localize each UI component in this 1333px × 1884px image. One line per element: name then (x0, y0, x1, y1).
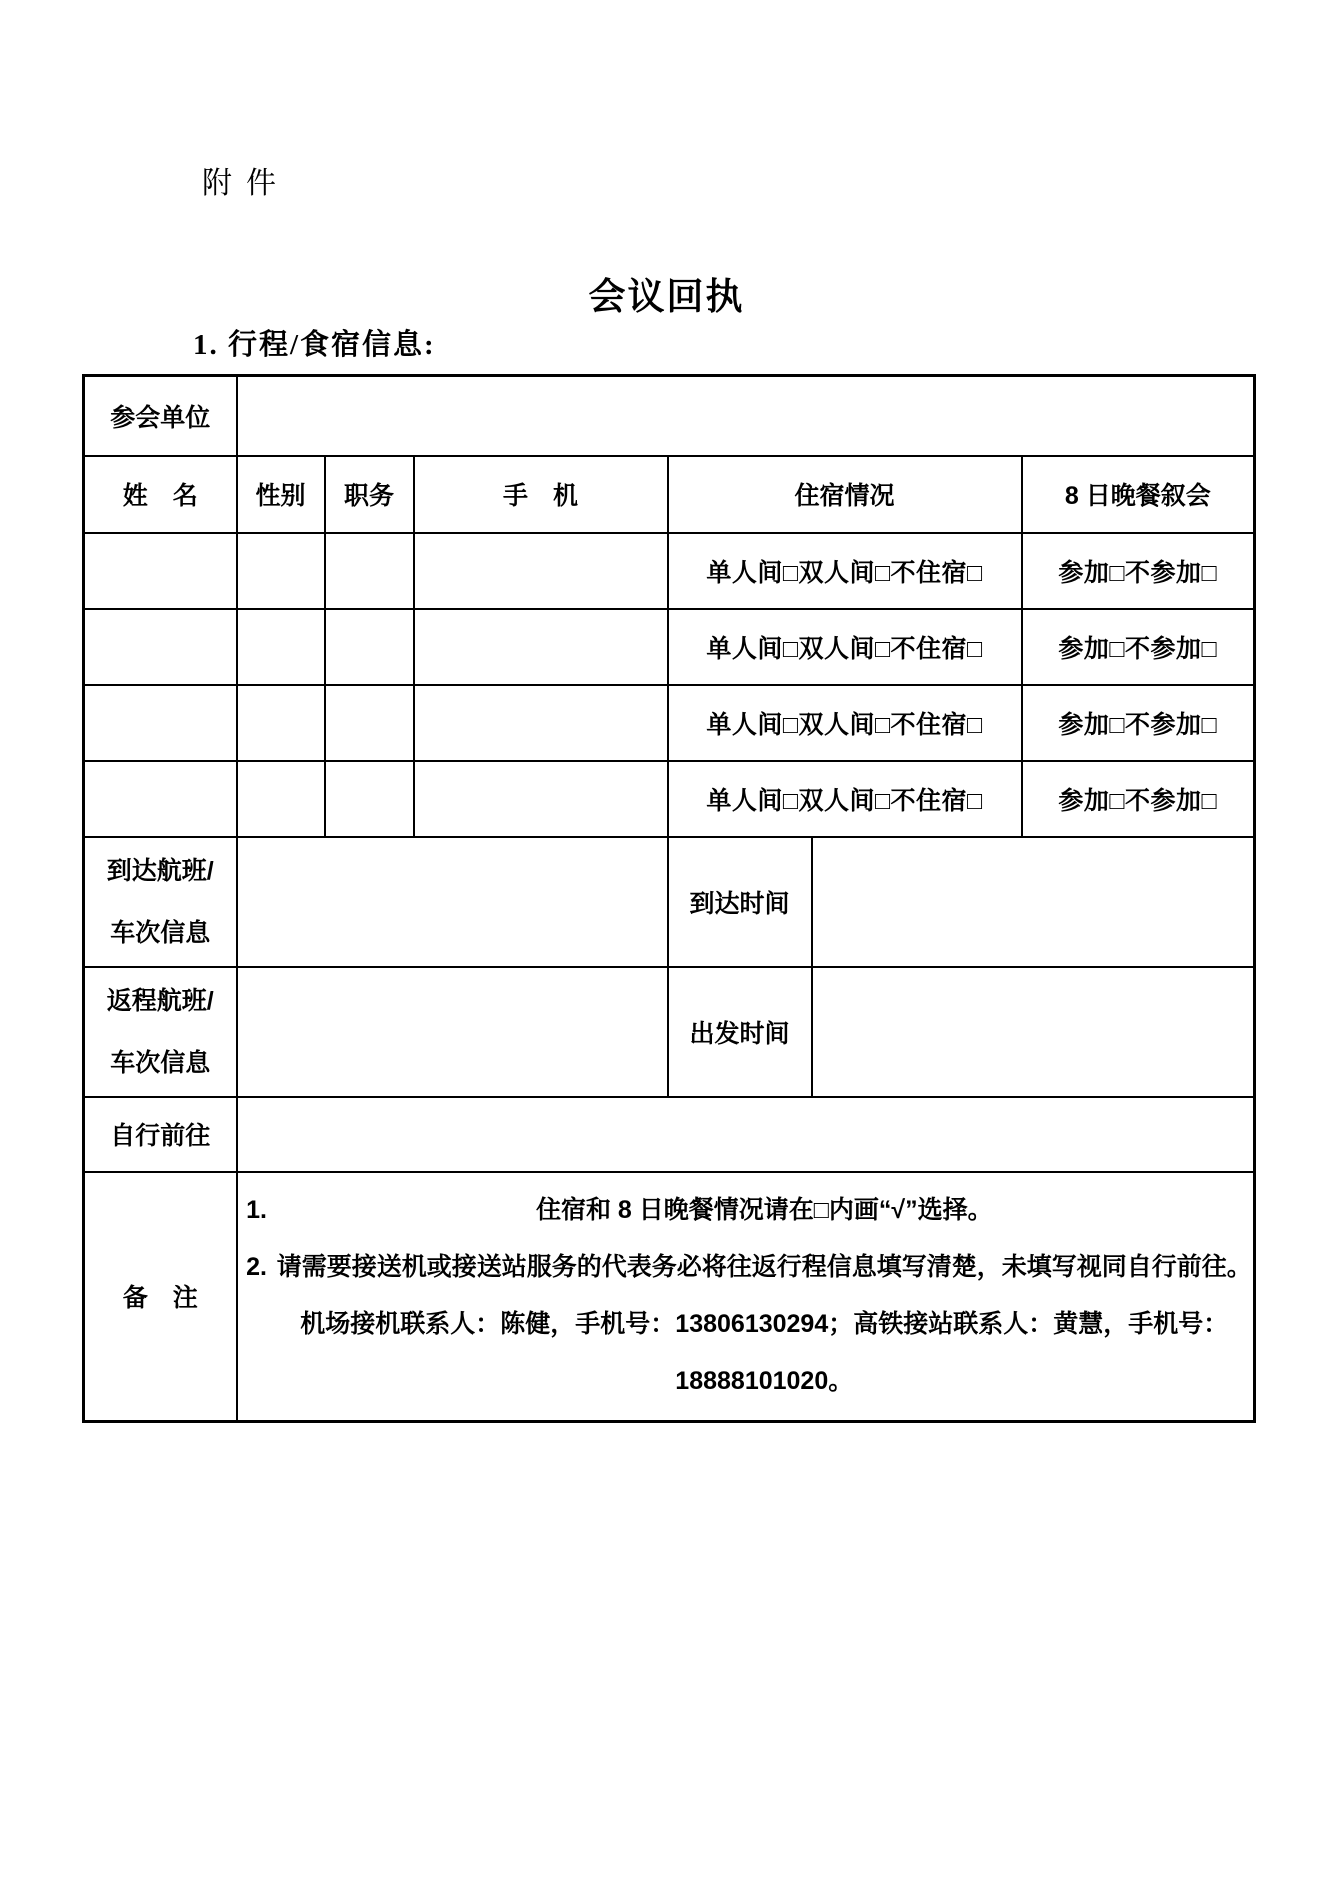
arrival-flight-input-cell[interactable] (237, 837, 668, 967)
accommodation-options[interactable]: 单人间□双人间□不住宿□ (668, 685, 1022, 761)
departure-time-label: 出发时间 (668, 967, 812, 1097)
position-input-cell[interactable] (325, 533, 414, 609)
position-input-cell[interactable] (325, 609, 414, 685)
attendee-row (84, 685, 1255, 761)
remarks-note-2 (238, 1239, 1254, 1410)
gender-input-cell[interactable] (237, 685, 325, 761)
table-row (84, 376, 1255, 456)
col-header-position: 职务 (325, 456, 414, 533)
return-label (84, 967, 237, 1097)
mobile-input-cell[interactable] (414, 761, 668, 837)
remarks-note-1 (238, 1182, 1254, 1239)
unit-input-cell[interactable] (237, 376, 1255, 456)
col-header-mobile: 手 机 (414, 456, 668, 533)
arrival-label (84, 837, 237, 967)
remarks-label: 备 注 (84, 1172, 237, 1422)
arrival-label-line1: 到达航班/ (106, 856, 214, 885)
accommodation-options[interactable]: 单人间□双人间□不住宿□ (668, 609, 1022, 685)
gender-input-cell[interactable] (237, 533, 325, 609)
name-input-cell[interactable] (84, 533, 237, 609)
return-label-line1: 返程航班/ (106, 986, 214, 1015)
self-travel-row (84, 1097, 1255, 1172)
dinner-options[interactable]: 参加□不参加□ (1022, 609, 1255, 685)
gender-input-cell[interactable] (237, 761, 325, 837)
return-label-line2: 车次信息 (110, 1048, 211, 1077)
return-flight-input-cell[interactable] (237, 967, 668, 1097)
attendee-row (84, 533, 1255, 609)
position-input-cell[interactable] (325, 761, 414, 837)
departure-time-input-cell[interactable] (812, 967, 1255, 1097)
gender-input-cell[interactable] (237, 609, 325, 685)
mobile-input-cell[interactable] (414, 685, 668, 761)
col-header-dinner: 8 日晚餐叙会 (1022, 456, 1255, 533)
mobile-input-cell[interactable] (414, 533, 668, 609)
arrival-time-label: 到达时间 (668, 837, 812, 967)
name-input-cell[interactable] (84, 685, 237, 761)
attendee-row (84, 761, 1255, 837)
unit-label: 参会单位 (84, 376, 237, 456)
page-title: 会议回执 (588, 276, 745, 317)
remarks-row (84, 1172, 1255, 1422)
section-heading: 1. 行程/食宿信息: (193, 329, 436, 361)
col-header-accommodation: 住宿情况 (668, 456, 1022, 533)
accommodation-options[interactable]: 单人间□双人间□不住宿□ (668, 761, 1022, 837)
col-header-gender: 性别 (237, 456, 325, 533)
attendee-row (84, 609, 1255, 685)
note-number: 1. (246, 1196, 267, 1225)
dinner-options[interactable]: 参加□不参加□ (1022, 533, 1255, 609)
accommodation-options[interactable]: 单人间□双人间□不住宿□ (668, 533, 1022, 609)
arrival-row (84, 837, 1255, 967)
mobile-input-cell[interactable] (414, 609, 668, 685)
dinner-options[interactable]: 参加□不参加□ (1022, 685, 1255, 761)
position-input-cell[interactable] (325, 685, 414, 761)
col-header-name: 姓 名 (84, 456, 237, 533)
reply-form-table (82, 374, 1256, 1423)
arrival-label-line2: 车次信息 (110, 918, 211, 947)
name-input-cell[interactable] (84, 609, 237, 685)
remarks-notes-cell (237, 1172, 1255, 1422)
note-text: 住宿和 8 日晚餐情况请在□内画“√”选择。 (535, 1196, 993, 1225)
arrival-time-input-cell[interactable] (812, 837, 1255, 967)
table-header-row (84, 456, 1255, 533)
note-number: 2. (246, 1253, 267, 1282)
note-text: 请需要接送机或接送站服务的代表务必将往返行程信息填写清楚，未填写视同自行前往。机场接机联系人：陈健，手机号：13806130294；高铁接站联系人：黄慧，手机号：18888101020。 (276, 1253, 1252, 1396)
self-travel-label: 自行前往 (84, 1097, 237, 1172)
attachment-label: 附件 (202, 167, 290, 200)
dinner-options[interactable]: 参加□不参加□ (1022, 761, 1255, 837)
self-travel-input-cell[interactable] (237, 1097, 1255, 1172)
name-input-cell[interactable] (84, 761, 237, 837)
return-row (84, 967, 1255, 1097)
